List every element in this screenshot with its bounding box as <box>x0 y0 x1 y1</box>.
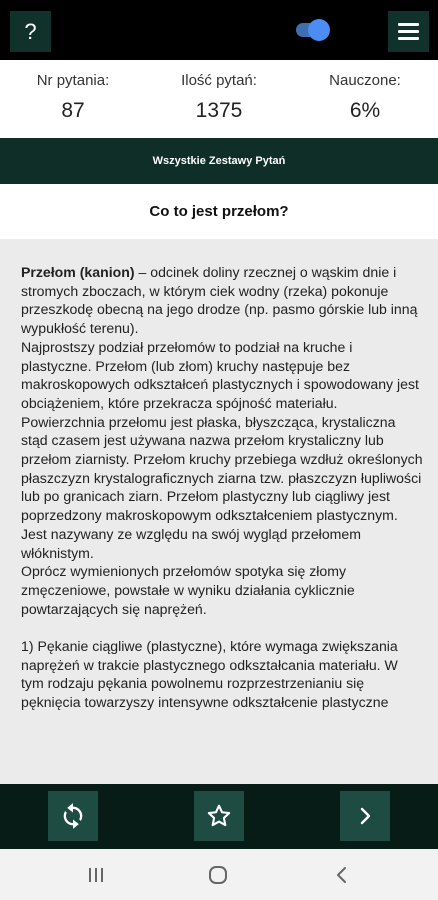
answer-term: Przełom (kanion) <box>21 264 135 280</box>
question-set-title: Wszystkie Zestawy Pytań <box>152 155 286 167</box>
recents-button[interactable] <box>84 864 108 886</box>
back-button[interactable] <box>330 864 354 886</box>
stat-question-count <box>146 72 292 123</box>
answer-paragraph <box>21 263 424 712</box>
back-icon <box>333 865 351 885</box>
refresh-button[interactable] <box>48 791 98 841</box>
stat-label: Ilość pytań: <box>181 72 257 89</box>
stats-panel <box>0 60 438 138</box>
recents-icon <box>86 866 106 884</box>
stat-label: Nauczone: <box>329 72 401 89</box>
home-button[interactable] <box>206 864 230 886</box>
bottom-action-bar <box>0 784 438 849</box>
stat-value: 87 <box>61 99 85 122</box>
star-icon <box>205 802 233 830</box>
stat-value: 6% <box>349 99 381 122</box>
answer-panel[interactable] <box>0 239 438 784</box>
stat-learned <box>292 72 438 123</box>
question-text: Co to jest przełom? <box>149 203 289 220</box>
help-label: ? <box>24 18 37 44</box>
hamburger-icon-line <box>398 30 419 33</box>
chevron-right-icon <box>353 804 377 828</box>
mode-toggle[interactable] <box>296 20 331 40</box>
answer-text: – odcinek doliny rzecznej o wąskim dnie i stromych zboczach, w którym ciek wodny (rzeka) pokonuje przeszkodę obecną na jego drodze (np. pasmo górskie lub inną wypukłość terenu). Najprostszy podział przełomów to podział na kruche i plastyczne. Przełom (lub złom) kruchy następuje bez makroskopowych odkształceń plastycznych i spowodowany jest obciążeniem, które przekracza spójność materiału. Powierzchnia przełomu jest płaska, błyszcząca, krystaliczna stąd czasem jest używana nazwa przełom krystaliczny lub przełom ziarnisty. Przełom kruchy przebiega wzdłuż określonych płaszczyzn krystalograficznych ziarna tzw. płaszczyzn łupliwości lub po granicach ziarn. Przełom plastyczny lub ciągliwy jest poprzedzony makroskopowym odkształceniem plastycznym. Jest nazywany ze względu na swój wygląd przełomem włóknistym. Oprócz wymienionych przełomów spotyka się złomy zmęczeniowe, powstałe w wyniku działania cyklicznie powtarzających się naprężeń. 1) Pękanie ciągliwe (plastyczne), które wymaga zwiększania naprężeń w trakcie plastycznego odkształcania materiału. W tym rodzaju pękania powolnemu rozprzestrzenianiu się pęknięcia towarzyszy intensywne odkształcenie plastyczne <box>21 264 423 711</box>
home-icon <box>207 864 229 886</box>
help-button[interactable] <box>10 11 51 52</box>
refresh-icon <box>59 802 87 830</box>
next-button[interactable] <box>340 791 390 841</box>
menu-button[interactable] <box>388 11 429 52</box>
stat-label: Nr pytania: <box>36 72 110 89</box>
stat-value: 1375 <box>195 99 243 122</box>
hamburger-icon-line <box>398 37 419 40</box>
toggle-knob <box>308 19 330 41</box>
system-nav-bar <box>0 849 438 900</box>
favorite-button[interactable] <box>194 791 244 841</box>
stat-question-number <box>0 72 146 123</box>
top-bar <box>0 0 438 60</box>
question-set-bar[interactable] <box>0 138 438 184</box>
question-header <box>0 184 438 239</box>
hamburger-icon <box>398 23 419 26</box>
